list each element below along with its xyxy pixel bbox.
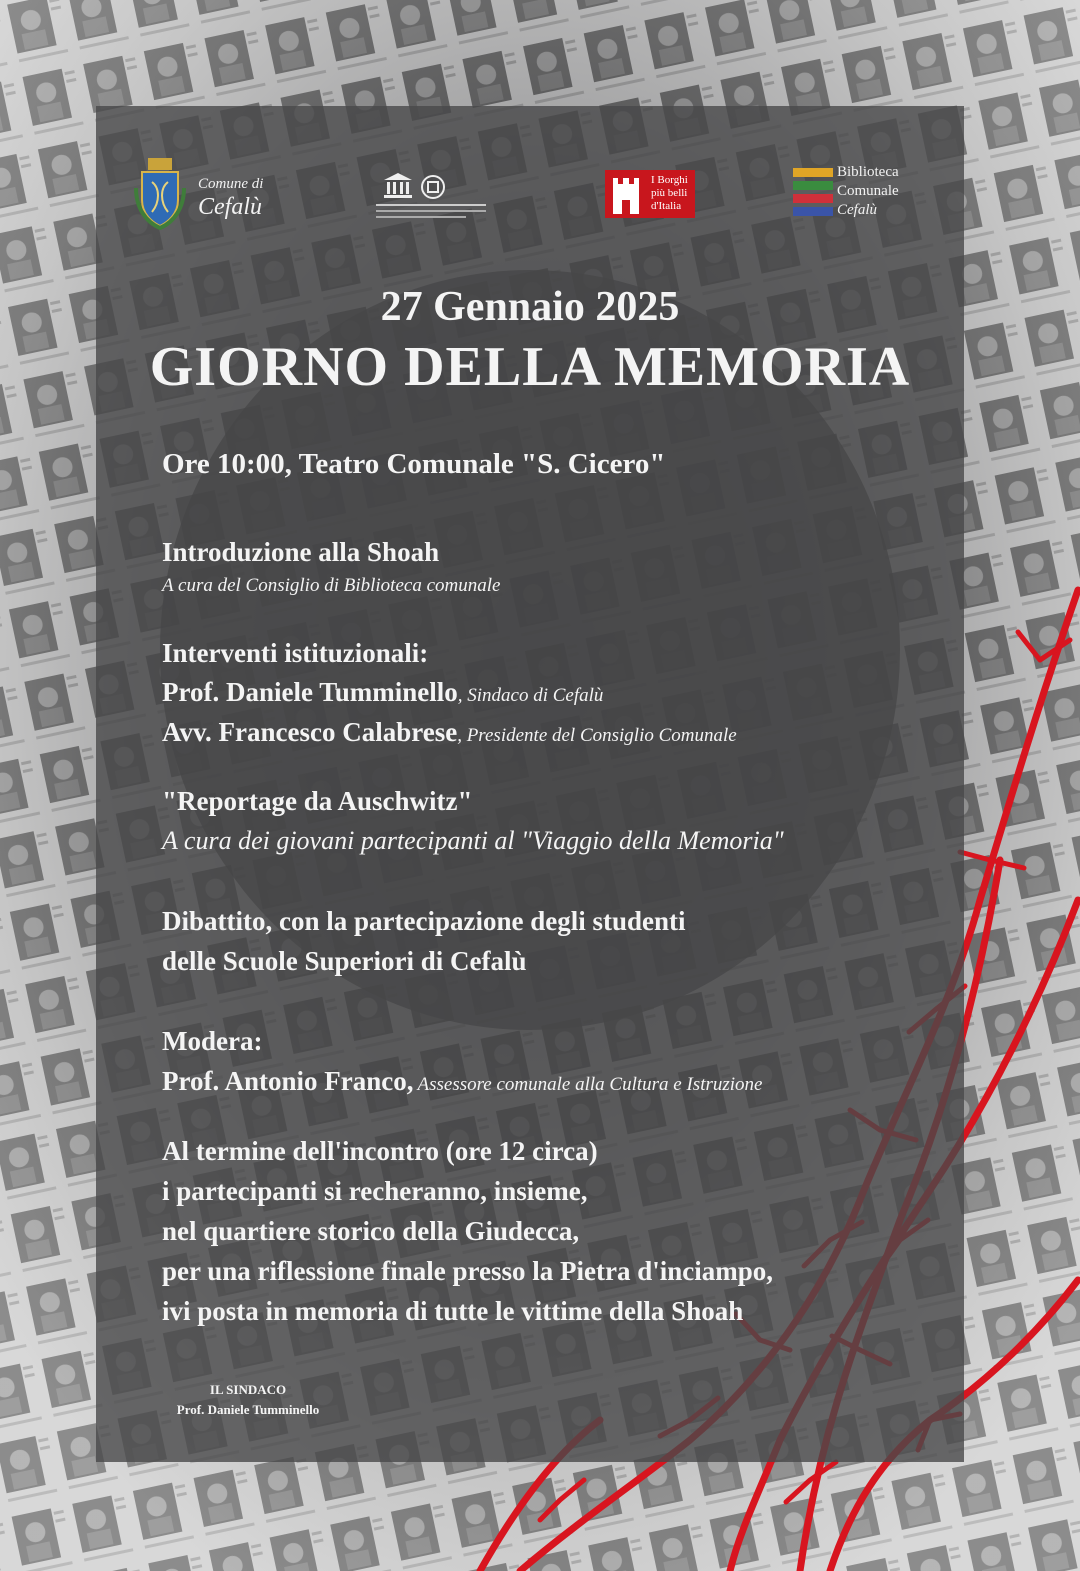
borghi-line2: più belli [651,187,688,199]
reportage-title: "Reportage da Auschwitz" [162,786,473,816]
closing-line-1: Al termine dell'incontro (ore 12 circa) [162,1136,598,1166]
speaker-2 [162,717,737,748]
unesco-temple-icon [382,172,414,200]
reportage-subtitle: A cura dei giovani partecipanti al "Viaggio della Memoria" [162,826,784,855]
speaker-1-name: Prof. Daniele Tumminello [162,677,458,707]
venue-line: Ore 10:00, Teatro Comunale "S. Cicero" [162,448,666,480]
borghi-line1: I Borghi [651,174,688,186]
intro-subtitle: A cura del Consiglio di Biblioteca comunale [162,575,501,596]
interventi-title: Interventi istituzionali: [162,638,429,668]
comune-logo [132,158,292,230]
intro-title: Introduzione alla Shoah [162,537,440,567]
biblioteca-line1: Biblioteca [837,164,899,180]
biblioteca-line3: Cefalù [837,202,877,218]
biblioteca-logo [793,164,923,224]
dibattito-line-2: delle Scuole Superiori di Cefalù [162,946,527,976]
biblioteca-line2: Comunale [837,183,899,199]
closing-line-2: i partecipanti si recheranno, insieme, [162,1176,588,1206]
moderator-name: Prof. Antonio Franco, [162,1066,414,1096]
moderator [162,1066,762,1097]
coat-of-arms-icon [132,158,188,230]
moderator-role: Assessore comunale alla Cultura e Istruzione [417,1074,763,1095]
speaker-1 [162,677,603,708]
page-title: GIORNO DELLA MEMORIA [149,336,911,398]
signature-name: Prof. Daniele Tumminello [176,1402,320,1417]
borghi-logo [605,170,695,218]
speaker-1-role: , Sindaco di Cefalù [457,685,604,706]
comune-label-line2: Cefalù [198,194,262,220]
closing-line-4: per una riflessione finale presso la Pietra d'inciampo, [162,1256,773,1286]
modera-title: Modera: [162,1026,263,1056]
closing-line-5: ivi posta in memoria di tutte le vittime della Shoah [162,1296,744,1326]
castle-icon [609,172,643,216]
books-icon [793,168,833,218]
speaker-2-role: , Presidente del Consiglio Comunale [457,725,737,746]
world-heritage-icon [420,174,446,200]
event-date: 27 Gennaio 2025 [380,284,680,330]
dibattito-line-1: Dibattito, con la partecipazione degli studenti [162,906,686,936]
signature-role: IL SINDACO [209,1382,287,1397]
comune-label-line1: Comune di [198,176,264,192]
closing-line-3: nel quartiere storico della Giudecca, [162,1216,580,1246]
unesco-logo [376,172,486,222]
borghi-line3: d'Italia [651,200,682,212]
speaker-2-name: Avv. Francesco Calabrese [162,717,458,747]
